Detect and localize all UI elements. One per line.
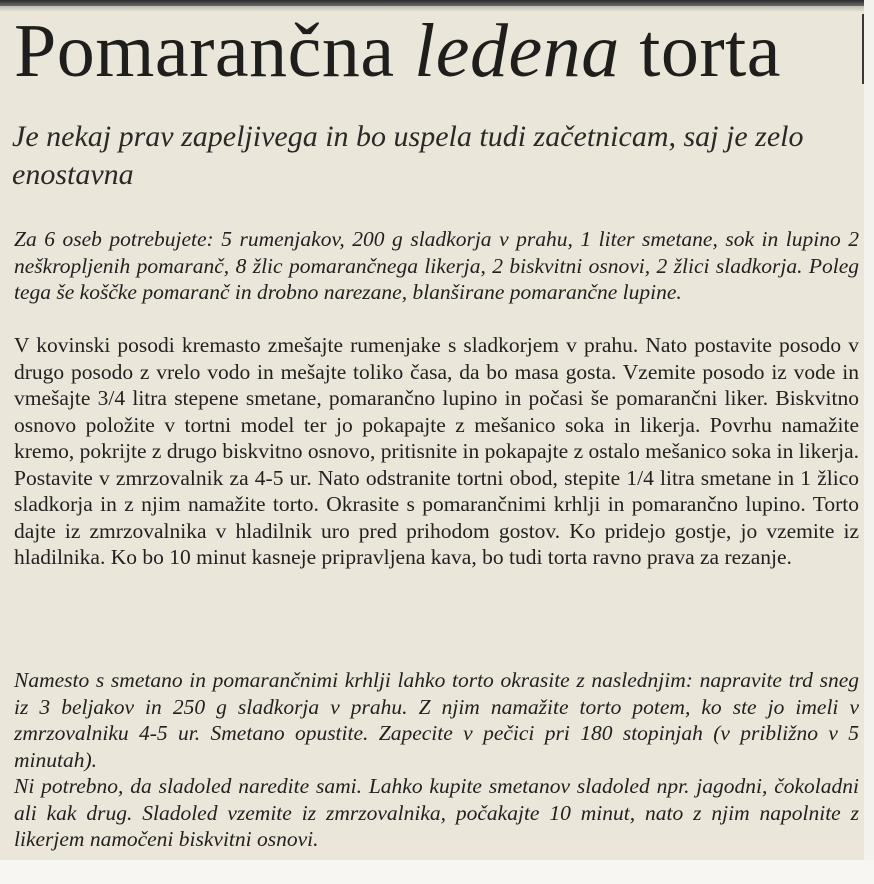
article-title: [14, 8, 781, 94]
title-part-2: ledena: [414, 9, 620, 93]
ingredients-paragraph: Za 6 oseb potrebujete: 5 rumenjakov, 200 g sladkorja v prahu, 1 liter smetane, sok in lupino 2 neškropljenih pomaranč, 8 žlic pomarančnega likerja, 2 biskvitni osnovi, 2 žlici sladkorja. Poleg tega še koščke pomaranč in drobno narezane, blanširane pomarančne lupine.: [14, 227, 859, 304]
variant-paragraph: Namesto s smetano in pomarančnimi krhlji lahko torto okrasite z naslednjim: napravite trd sneg iz 3 beljakov in 250 g sladkorja v prahu. Z njim namažite torto potem, ko ste jo imeli v zmrzovalniku 4-5 ur. Smetano opustite. Zapecite v pečici pri 180 stopinjah (v približno v 5 minutah).: [14, 668, 859, 772]
right-margin: [864, 0, 874, 884]
article-subtitle: Je nekaj prav zapeljivega in bo uspela tudi začetnicam, saj je zelo enostavna: [12, 120, 804, 191]
title-part-3: torta: [619, 9, 781, 93]
alternative-paragraph: Ni potrebno, da sladoled naredite sami. Lahko kupite smetanov sladoled npr. jagodni, čokoladni ali kak drug. Sladoled vzemite iz zmrzovalnika, počakajte 10 minut, nato z njim napolnite z likerjem namočeni biskvitni osnovi.: [14, 774, 859, 851]
bottom-margin: [0, 860, 874, 884]
title-part-1: Pomarančna: [14, 9, 415, 93]
method-paragraph: V kovinski posodi kremasto zmešajte rumenjake s sladkorjem v prahu. Nato postavite posodo v drugo posodo z vrelo vodo in mešajte toliko časa, da bo masa gosta. Vzemite posodo iz vode in vmešajte 3/4 litra stepene smetane, pomarančno lupino in počasi še pomarančni liker. Biskvitno osnovo položite v tortni model ter jo pokapajte z mešanico soka in likerja. Povrhu namažite kremo, pokrijte z drugo biskvitno osnovo, pritisnite in pokapajte z ostalo mešanico soka in likerja. Postavite v zmrzovalnik za 4-5 ur. Nato odstranite tortni obod, stepite 1/4 litra smetane in 1 žlico sladkorja in z njim namažite torto. Okrasite s pomarančnimi krhlji in pomarančno lupino. Torto dajte iz zmrzovalnika v hladilnik uro pred prihodom gostov. Ko pridejo gostje, jo vzemite iz hladilnika. Ko bo 10 minut kasneje pripravljena kava, bo tudi torta ravno prava za rezanje.: [14, 333, 859, 569]
